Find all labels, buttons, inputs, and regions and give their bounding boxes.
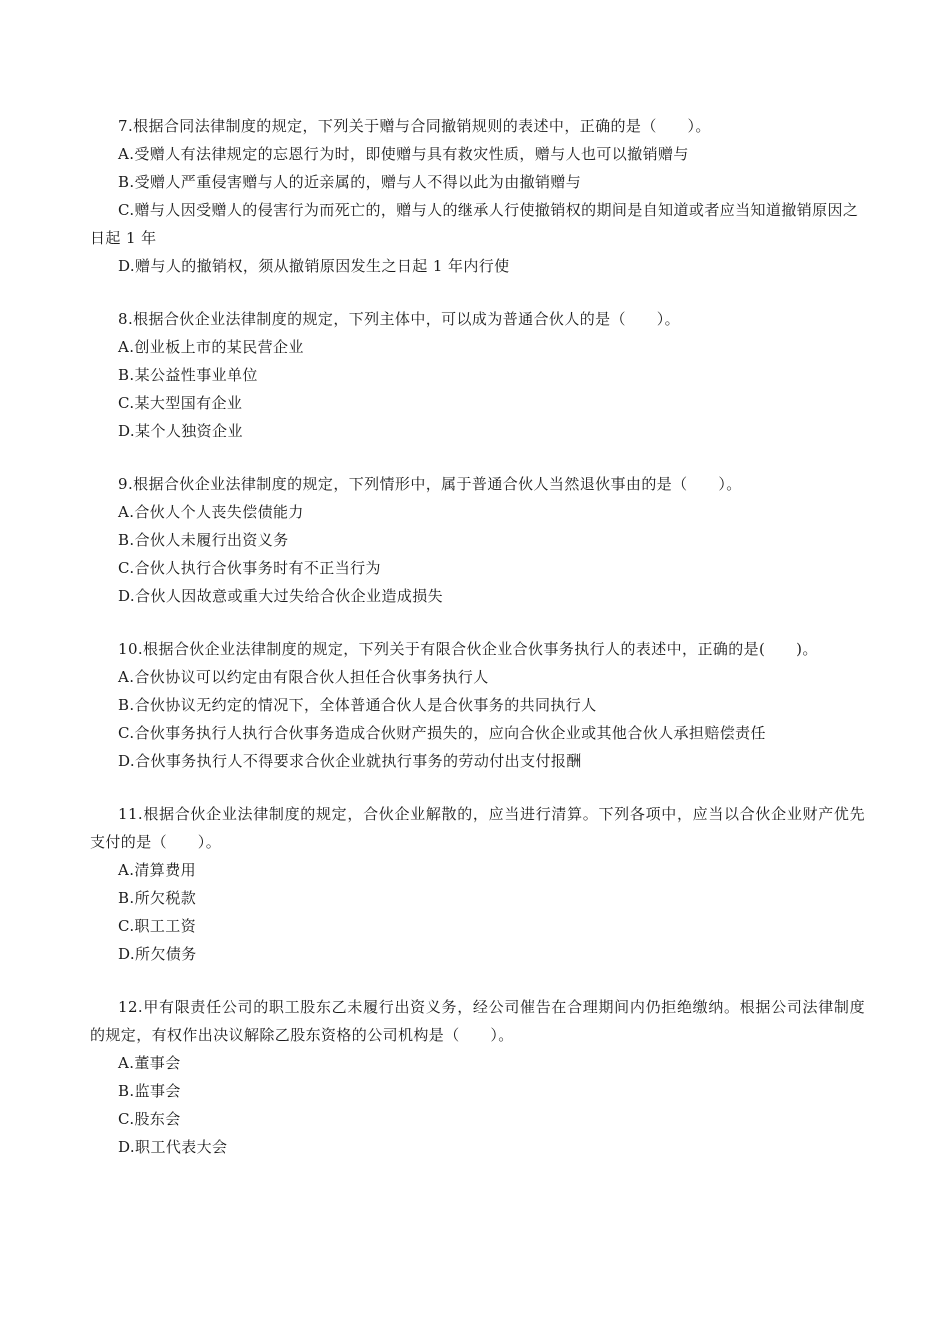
option-d: D.所欠债务 — [118, 945, 197, 963]
option-a: A.董事会 — [118, 1054, 181, 1072]
option-c: C.某大型国有企业 — [118, 394, 243, 412]
exam-page — [90, 112, 865, 1186]
question-8 — [90, 305, 865, 445]
option-a: A.创业板上市的某民营企业 — [118, 338, 304, 356]
option-b: B.受赠人严重侵害赠与人的近亲属的，赠与人不得以此为由撤销赠与 — [118, 173, 582, 191]
question-stem: 8.根据合伙企业法律制度的规定，下列主体中，可以成为普通合伙人的是（ ）。 — [118, 310, 681, 328]
option-d: D.某个人独资企业 — [118, 422, 243, 440]
option-a: A.合伙人个人丧失偿债能力 — [118, 503, 304, 521]
option-b: B.某公益性事业单位 — [118, 366, 258, 384]
question-stem: 7.根据合同法律制度的规定，下列关于赠与合同撤销规则的表述中，正确的是（ ）。 — [118, 117, 711, 135]
option-c: C.股东会 — [118, 1110, 181, 1128]
question-12 — [90, 993, 865, 1161]
question-10 — [90, 635, 865, 775]
option-c: C.赠与人因受赠人的侵害行为而死亡的，赠与人的继承人行使撤销权的期间是自知道或者应当知道撤销原因之日起 1 年 — [90, 201, 859, 247]
option-b: B.监事会 — [118, 1082, 181, 1100]
question-11 — [90, 800, 865, 968]
option-c: C.合伙事务执行人执行合伙事务造成合伙财产损失的，应向合伙企业或其他合伙人承担赔偿责任 — [118, 724, 766, 742]
option-a: A.受赠人有法律规定的忘恩行为时，即使赠与具有救灾性质，赠与人也可以撤销赠与 — [118, 145, 689, 163]
option-b: B.合伙协议无约定的情况下，全体普通合伙人是合伙事务的共同执行人 — [118, 696, 597, 714]
question-9 — [90, 470, 865, 610]
question-stem: 9.根据合伙企业法律制度的规定，下列情形中，属于普通合伙人当然退伙事由的是（ ）。 — [118, 475, 742, 493]
question-stem: 10.根据合伙企业法律制度的规定，下列关于有限合伙企业合伙事务执行人的表述中，正确的是( )。 — [118, 640, 818, 658]
option-d: D.职工代表大会 — [118, 1138, 228, 1156]
question-stem: 11.根据合伙企业法律制度的规定，合伙企业解散的，应当进行清算。下列各项中，应当以合伙企业财产优先支付的是（ ）。 — [90, 805, 865, 851]
option-a: A.清算费用 — [118, 861, 197, 879]
question-7 — [90, 112, 865, 280]
option-b: B.合伙人未履行出资义务 — [118, 531, 289, 549]
option-d: D.合伙人因故意或重大过失给合伙企业造成损失 — [118, 587, 444, 605]
question-stem: 12.甲有限责任公司的职工股东乙未履行出资义务，经公司催告在合理期间内仍拒绝缴纳。根据公司法律制度的规定，有权作出决议解除乙股东资格的公司机构是（ ）。 — [90, 998, 865, 1044]
option-a: A.合伙协议可以约定由有限合伙人担任合伙事务执行人 — [118, 668, 489, 686]
option-b: B.所欠税款 — [118, 889, 197, 907]
option-d: D.赠与人的撤销权，须从撤销原因发生之日起 1 年内行使 — [118, 257, 510, 275]
option-d: D.合伙事务执行人不得要求合伙企业就执行事务的劳动付出支付报酬 — [118, 752, 582, 770]
option-c: C.合伙人执行合伙事务时有不正当行为 — [118, 559, 381, 577]
option-c: C.职工工资 — [118, 917, 197, 935]
